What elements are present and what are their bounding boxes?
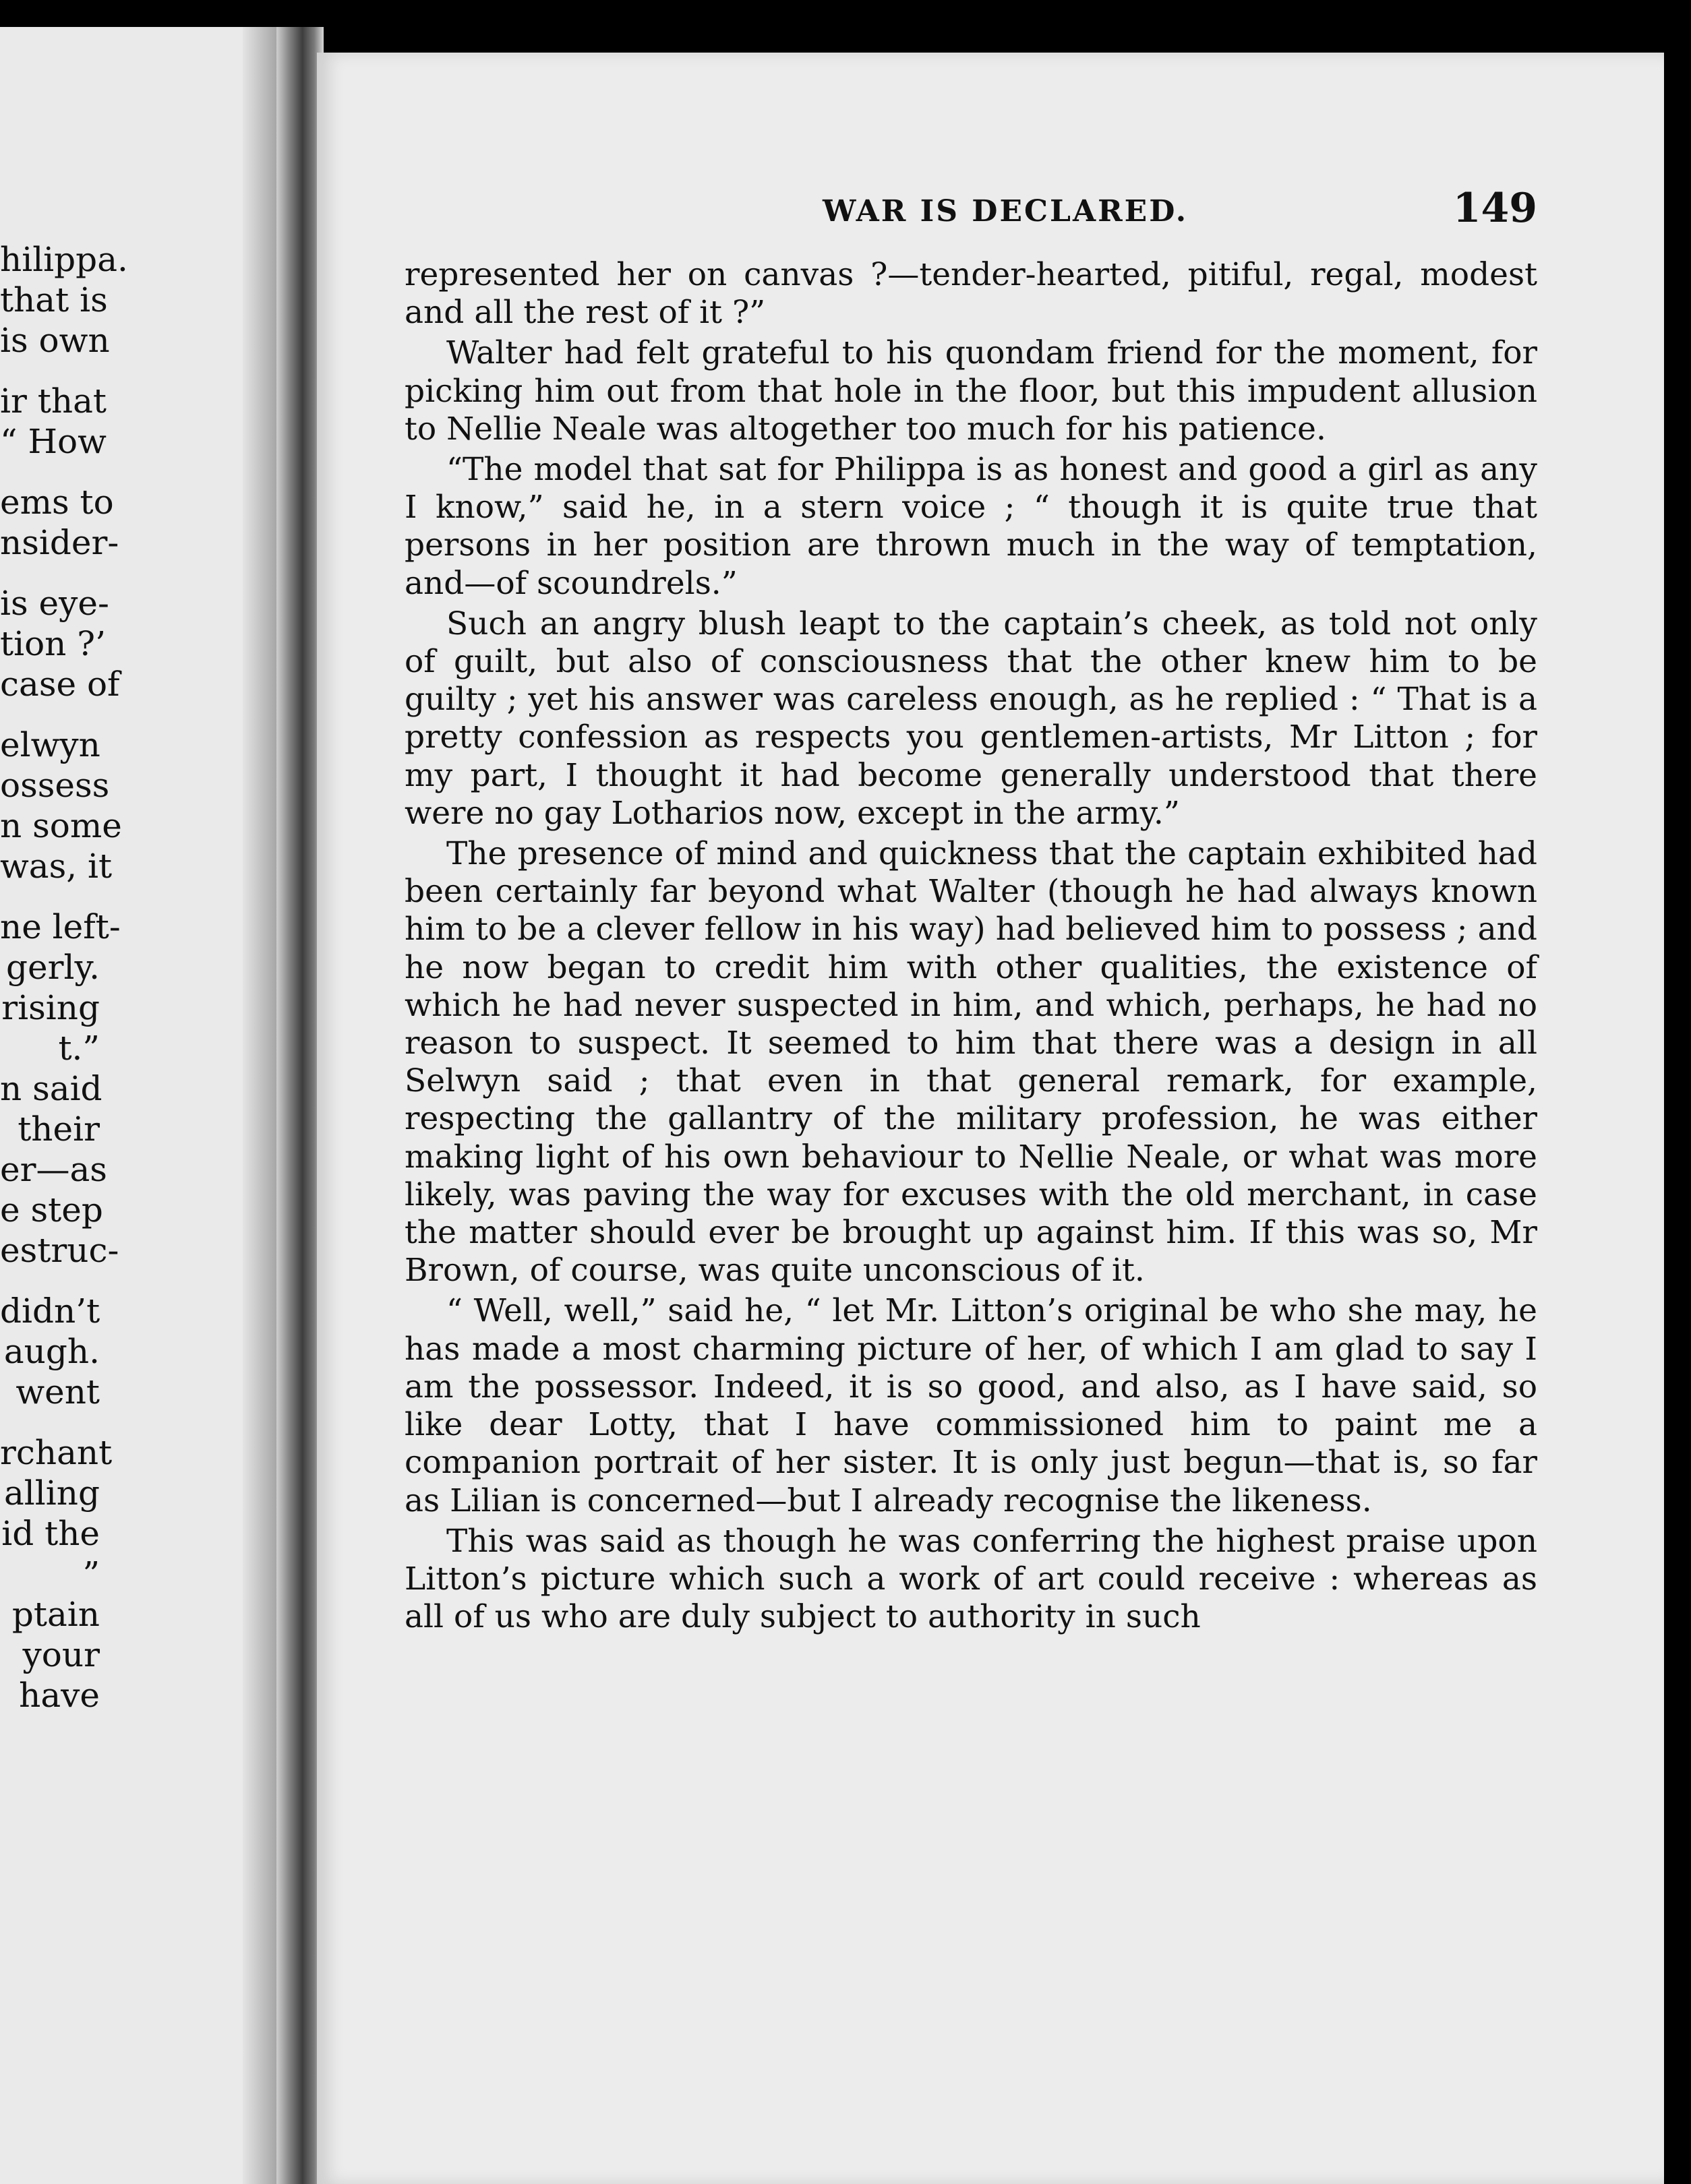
left-line-gap — [0, 1412, 100, 1432]
paragraph: The presence of mind and quickness that the captain exhibited had been certainly far beyond what Walter (though he had always known him to be a clever fellow in his way) had believed him to possess ; and he now began to credit him with other qualities, the existence of which he had never suspected in him, and which, perhaps, he had no reason to suspect. It seemed to him that there was a design in all Selwyn said ; that even in that general remark, for example, respecting the gallantry of the military profession, he was either making light of his own behaviour to Nellie Neale, or what was more likely, was paving the way for excuses with the old merchant, in case the matter should ever be brought up against him. If this was so, Mr Brown, of course, was quite unconscious of it. — [405, 835, 1537, 1290]
left-line-gap — [0, 704, 100, 725]
page-body — [405, 256, 1537, 1636]
left-page-text-fragments — [0, 239, 128, 1716]
left-line: went — [16, 1372, 100, 1412]
left-line: ptain — [11, 1595, 100, 1634]
left-line: augh. — [3, 1332, 100, 1371]
left-line: case of — [0, 665, 120, 704]
left-line: their — [18, 1110, 100, 1149]
left-line: was, it — [0, 847, 113, 886]
left-line: rising — [1, 988, 100, 1027]
left-line-gap — [0, 1271, 100, 1291]
left-line: hilippa. — [0, 240, 128, 279]
page-header — [405, 181, 1537, 241]
left-line: n said — [0, 1069, 102, 1108]
left-line: is own — [0, 321, 110, 360]
left-line: your — [22, 1635, 100, 1674]
left-line: ems to — [0, 483, 114, 522]
left-line-gap — [0, 886, 100, 907]
left-line: is eye- — [0, 584, 109, 623]
left-line-gap — [0, 462, 100, 482]
left-line-gap — [0, 563, 100, 583]
right-page — [317, 53, 1664, 2184]
left-line: elwyn — [0, 725, 100, 764]
left-line: that is — [0, 280, 108, 320]
left-line: alling — [4, 1474, 100, 1513]
left-line: “ How — [0, 422, 107, 461]
left-line: ir that — [0, 382, 107, 421]
left-line: n some — [0, 806, 122, 845]
paragraph: This was said as though he was conferring the highest praise upon Litton’s picture which such a work of art could receive : whereas as all of us who are duly subject to authority in such — [405, 1522, 1537, 1636]
left-line: t.” — [58, 1029, 100, 1068]
left-line: nsider- — [0, 523, 119, 562]
left-line: tion ?’ — [0, 624, 106, 663]
paragraph: “ Well, well,” said he, “ let Mr. Litton’s original be who she may, he has made a most charming picture of her, of which I am glad to say I am the possessor. Indeed, it is so good, and also, as I have said, so like dear Lotty, that I have commissioned him to paint me a companion portrait of her sister. It is only just begun—that is, so far as Lilian is concerned—but I already recognise the likeness. — [405, 1292, 1537, 1519]
left-line: have — [19, 1676, 100, 1715]
left-line: ” — [82, 1554, 100, 1594]
page-number: 149 — [1452, 185, 1537, 232]
left-line: e step — [0, 1190, 103, 1230]
running-head: WAR IS DECLARED. — [823, 194, 1189, 229]
left-line: ne left- — [0, 907, 121, 946]
paragraph: Such an angry blush leapt to the captain’s cheek, as told not only of guilt, but also of consciousness that the other knew him to be guilty ; yet his answer was careless enough, as he replied : “ That is a pretty confession as respects you gentlemen-artists, Mr Litton ; for my part, I thought it had become generally understood that there were no gay Lotharios now, except in the army.” — [405, 605, 1537, 832]
left-line: ossess — [0, 766, 110, 805]
left-line: estruc- — [0, 1231, 119, 1270]
left-line: er—as — [0, 1150, 107, 1189]
left-line: didn’t — [0, 1292, 100, 1331]
paragraph: “The model that sat for Philippa is as honest and good a girl as any I know,” said he, in a stern voice ; “ though it is quite true that persons in her position are thrown much in the way of temptation, and—of scoundrels.” — [405, 451, 1537, 602]
paragraph: represented her on canvas ?—tender-hearted, pitiful, regal, modest and all the rest of it ?” — [405, 256, 1537, 332]
paragraph: Walter had felt grateful to his quondam friend for the moment, for picking him out from that hole in the floor, but this impudent allusion to Nellie Neale was altogether too much for his patience. — [405, 334, 1537, 448]
left-line: id the — [1, 1514, 100, 1553]
scan-right-border — [1664, 53, 1691, 2184]
left-line-gap — [0, 361, 100, 381]
left-line: rchant — [0, 1433, 113, 1472]
left-line: gerly. — [6, 948, 100, 987]
